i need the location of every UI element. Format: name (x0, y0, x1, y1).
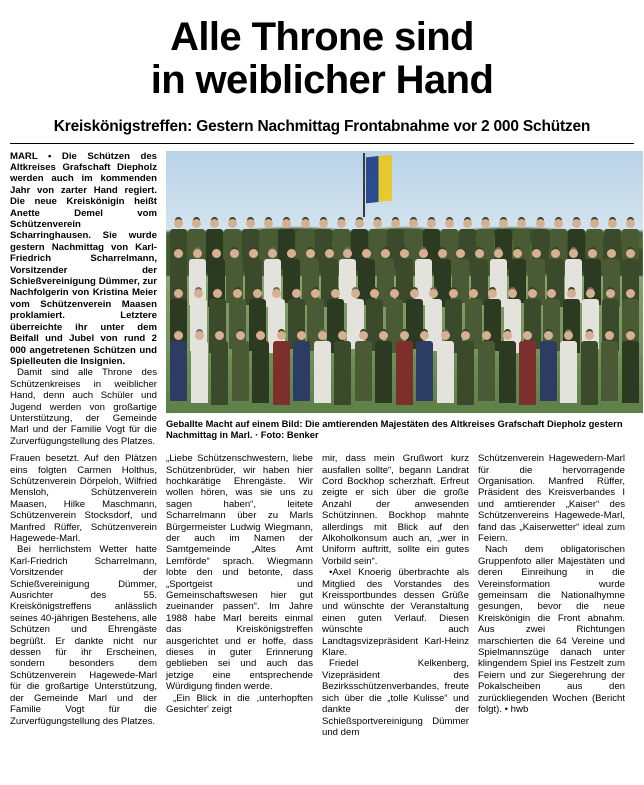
column-3-paragraph-3: Friedel Kelkenberg, Vizepräsident des Bezirksschützenverbandes, freute sich über die „tolle Kulisse“ und dankte der Schießsportvereinigung Dümmer und dem (322, 658, 469, 738)
column-lead (10, 151, 157, 448)
photo-person (273, 331, 290, 405)
column-1 (10, 453, 157, 727)
photo-person-head (590, 219, 599, 228)
photo-person-head (586, 289, 595, 298)
photo-person-torso (601, 341, 618, 401)
column-1-paragraph-2b: Bei herrlichstem Wetter hatte Karl-Friedrich Scharrelmann, Vorsitzender der Schießvereinigung Dümmer, Ausrichter des 55. Kreiskönigstreffens anlässlich seines 40-jährigen Bestehens, alle Schützen und Ehrengäste begrüßt. Er dankte nicht nur dessen für ihr Erscheinen, sondern besonders dem Schützenverein Hagewede-Marl für die großartige Unterstützung, der Gemeinde Marl und der Familie Vogt für die Zurverfügungstellung des Platzes. (10, 544, 157, 727)
photo-person-torso (437, 341, 454, 403)
photo-person-head (420, 331, 429, 340)
dateline-bullet: • (48, 150, 52, 162)
photo-person-head (564, 331, 573, 340)
photo-person-torso (560, 341, 577, 403)
photo-person (191, 331, 208, 405)
photo-person (375, 331, 392, 405)
photo-person-head (445, 219, 454, 228)
photo-person-head (528, 289, 537, 298)
photo-block (166, 151, 643, 442)
photo-person-torso (396, 341, 413, 405)
photo-person-head (481, 219, 490, 228)
photo-person-head (325, 249, 334, 258)
photo-person-head (536, 219, 545, 228)
photo-person-head (409, 219, 418, 228)
photo-person-head (585, 331, 594, 340)
photo-person-torso (519, 341, 536, 405)
photo-person-head (210, 219, 219, 228)
flag-pole (363, 153, 365, 217)
photo-person (334, 331, 351, 405)
photo-person (437, 331, 454, 405)
photo-person-head (379, 331, 388, 340)
photo-person-head (607, 249, 616, 258)
photo-person (314, 331, 331, 405)
photo-person-torso (170, 341, 187, 401)
photo-person-head (195, 331, 204, 340)
photo-person (355, 331, 372, 405)
headline-line-2: in weiblicher Hand (150, 57, 494, 102)
photo-person-head (508, 289, 517, 298)
photo-person-head (429, 289, 438, 298)
photo-person-head (569, 249, 578, 258)
photo-person-torso (211, 341, 228, 405)
photo-person-torso (416, 341, 433, 401)
top-section (10, 151, 634, 448)
photo-person-head (351, 289, 360, 298)
photo-person (601, 331, 618, 405)
dateline: MARL (10, 150, 38, 162)
header-divider (10, 143, 634, 144)
column-1-paragraph-2: Damit sind alle Throne des Schützenkreises in weiblicher Hand, denn auch Schüler und Jugend werden von großartige Unterstützung, der Gemeinde Marl und der Familie Vogt für die Zurverfügungstellung des Platzes. (10, 367, 157, 447)
photo-person-torso (293, 341, 310, 401)
photo-person-head (626, 331, 635, 340)
photo-person (499, 331, 516, 405)
photo-person-head (381, 249, 390, 258)
column-2-paragraph-1: „Liebe Schützenschwestern, liebe Schützenbrüder, wir haben hier hochkarätige Ehrengäste. Wir wollen hören, was sie uns zu sagen haben“, leitete Scharrelmann über zu Marls Bürgermeister Ludwig Wiegmann, der auch im Namen der Samtgemeinde „Altes Amt Lemförde“ sprach. Wiegmann lobte den und betonte, dass „Sportgeist und Gemeinschaftswesen hier gut zueinander passen“. Im Jahre 1988 habe Marl bereits einmal das Kreiskönigstreffen ausgerichtet und er hoffe, dass dieses in guter Erinnerung geblieben sei und auch das jetzige eine entsprechende Würdigung finden werde. (166, 453, 313, 693)
photo-person-head (475, 249, 484, 258)
photo-person (540, 331, 557, 405)
photo-person-torso (478, 341, 495, 401)
photo-person-head (174, 249, 183, 258)
photo-person-head (174, 331, 183, 340)
photo-person-head (174, 289, 183, 298)
photo-person-head (544, 331, 553, 340)
photo-person (519, 331, 536, 405)
photo-person-head (297, 331, 306, 340)
lead-text: Die Schützen des Altkreises Grafschaft Diepholz werden auch im kommenden Jahr von zarter Hand regiert. Die neue Kreiskönigin heißt Anette Demel vom Schützenverein Scharringhausen. Sie wurde gestern Nachmittag von Karl-Friedrich Scharrelmann, Vorsitzender der Schießvereinigung Dümmer, zur Nachfolgerin von Kristina Meier vom Schützenverein Maasen proklamiert. Letztere überreichte ihr unter dem Beifall und Jubel von rund 2 000 angetretenen Schützen und Spielleuten die Insignien. (10, 150, 157, 367)
photo-person-head (343, 249, 352, 258)
photo-person (560, 331, 577, 405)
photo-person-head (212, 249, 221, 258)
photo-person-head (215, 331, 224, 340)
photo-person-head (513, 249, 522, 258)
photo-person-head (438, 249, 447, 258)
subheadline: Kreiskönigstreffen: Gestern Nachmittag Frontabnahme vor 2 000 Schützen (53, 117, 591, 135)
photo-person-head (503, 331, 512, 340)
photo-person-head (319, 219, 328, 228)
photo-person-head (567, 289, 576, 298)
photo-person-head (391, 219, 400, 228)
photo-person-head (517, 219, 526, 228)
photo-person-head (626, 249, 635, 258)
photo-person-head (626, 289, 635, 298)
photo-person-torso (191, 341, 208, 403)
photo-person (396, 331, 413, 405)
photo-person (211, 331, 228, 405)
photo-person-head (449, 289, 458, 298)
photo-person-head (441, 331, 450, 340)
photo-person-head (419, 249, 428, 258)
article-body (10, 151, 634, 739)
group-photo (166, 151, 643, 413)
photo-person-head (554, 219, 563, 228)
photo-person (622, 331, 639, 405)
photo-person-head (246, 219, 255, 228)
photo-person-head (228, 219, 237, 228)
photo-person-head (264, 219, 273, 228)
photo-person-head (282, 219, 291, 228)
photo-person-head (608, 219, 617, 228)
photo-person-head (193, 249, 202, 258)
photo-person-head (469, 289, 478, 298)
photo-person (478, 331, 495, 405)
photo-person-head (373, 219, 382, 228)
photo-person-torso (314, 341, 331, 403)
column-1-paragraph-1: Frauen besetzt. Auf den Plätzen eins folgten Carmen Holthus, Schützenverein Dörpeloh, Wilfried Mensloh, Schützenverein Maasen, Hilke Maschmann, Schützenverein Stocksdorf, und Manfred Rüffer, Schützenverein Hagewede-Marl. (10, 453, 157, 544)
photo-person-torso (355, 341, 372, 401)
photo-person-head (256, 331, 265, 340)
photo-person-head (318, 331, 327, 340)
photo-person-head (292, 289, 301, 298)
photo-person-head (355, 219, 364, 228)
photo-person-head (268, 249, 277, 258)
photo-person-head (588, 249, 597, 258)
photo-person-head (337, 219, 346, 228)
photo-person-head (400, 331, 409, 340)
column-3-paragraph-2: •Axel Knoerig überbrachte als Mitglied des Vorstandes des Kreissportbundes dessen Grüße und wünschte der Veranstaltung einen guten Verlauf. Diesen wünschte auch Landtagsvizepräsident Karl-Heinz Klare. (322, 567, 469, 659)
column-3-paragraph-1: mir, dass mein Grußwort kurz ausfallen sollte“, begann Landrat Cord Bockhop scherzhaft. Erfreut zeigte er sich über die große Anzahl der anwesenden Schützinnen. Bockhop mahnte allerdings mit Blick auf den Alkoholkonsum auch an, „wer in Uniform auftritt, sollte ein gutes Vorbild sein“. (322, 453, 469, 567)
photo-person-head (463, 219, 472, 228)
photo-person-head (400, 249, 409, 258)
photo-person (232, 331, 249, 405)
photo-person-head (194, 289, 203, 298)
column-4-paragraph-2: Nach dem obligatorischen Gruppenfoto aller Majestäten und deren Einreihung in die Vereinsformation wurde gemeinsam die Nationalhymne gesungen, bevor die neue Kreiskönigin die Front abnahm. Aus zwei Richtungen marschierten die 64 Vereine und Spielmannszüge danach unter klingendem Spiel ins Festzelt zum Feiern und zur Siegerehrung der Pokalscheiben aus den zurückliegenden Wochen (Bericht folgt). • hwb (478, 544, 625, 716)
photo-person (581, 331, 598, 405)
photo-person-head (390, 289, 399, 298)
column-4-paragraph-1: Schützenverein Hagewedern-Marl für die hervorragende Organisation. Manfred Rüffer, Präsident des Kreisverbandes I und amtierender „Kaiser“ des Schützenvereins Hagewede-Marl, fand das „Kaiserwetter“ ideal zum Feiern. (478, 453, 625, 544)
photo-person-head (306, 249, 315, 258)
photo-person-head (494, 249, 503, 258)
photo-crowd (166, 219, 643, 413)
photo-person-head (370, 289, 379, 298)
photo-person-head (362, 249, 371, 258)
photo-person-head (410, 289, 419, 298)
page-headline (10, 16, 634, 102)
headline-line-1: Alle Throne sind (170, 15, 474, 59)
photo-person-head (272, 289, 281, 298)
photo-person-head (461, 331, 470, 340)
photo-person-head (236, 331, 245, 340)
crowd-row-front (166, 331, 643, 405)
photo-person-head (249, 249, 258, 258)
photo-person-head (606, 289, 615, 298)
photo-person-head (488, 289, 497, 298)
photo-person-torso (540, 341, 557, 401)
photo-person-head (233, 289, 242, 298)
photo-person-head (456, 249, 465, 258)
photo-person (457, 331, 474, 405)
photo-person-head (427, 219, 436, 228)
photo-person-torso (581, 341, 598, 405)
photo-person-head (213, 289, 222, 298)
photo-person-head (551, 249, 560, 258)
photo-person-head (605, 331, 614, 340)
photo-person-torso (622, 341, 639, 403)
photo-person-head (311, 289, 320, 298)
column-3 (322, 453, 469, 738)
photo-person-head (482, 331, 491, 340)
photo-person (170, 331, 187, 405)
flag-icon (366, 154, 392, 203)
lead-paragraph (10, 151, 157, 368)
photo-person-head (277, 331, 286, 340)
photo-person-head (287, 249, 296, 258)
column-2 (166, 453, 313, 715)
photo-person-torso (232, 341, 249, 401)
photo-person-torso (457, 341, 474, 405)
photo-person-torso (499, 341, 516, 403)
photo-person-head (331, 289, 340, 298)
photo-person-head (192, 219, 201, 228)
photo-person-head (338, 331, 347, 340)
photo-person-head (301, 219, 310, 228)
photo-person (252, 331, 269, 405)
photo-person (416, 331, 433, 405)
photo-person (293, 331, 310, 405)
photo-person-head (253, 289, 262, 298)
photo-person-head (174, 219, 183, 228)
photo-person-head (523, 331, 532, 340)
photo-person-torso (252, 341, 269, 403)
lower-columns (10, 453, 634, 738)
column-2-paragraph-2: „Ein Blick in die ,unterhopften Gesichter' zeigt (166, 692, 313, 716)
photo-person-head (499, 219, 508, 228)
photo-person-torso (375, 341, 392, 403)
photo-person-head (626, 219, 635, 228)
photo-caption: Geballte Macht auf einem Bild: Die amtierenden Majestäten des Altkreises Grafschaft Diepholz gestern Nachmittag in Marl. · Foto: Benker (166, 417, 623, 441)
photo-person-head (572, 219, 581, 228)
photo-person-head (359, 331, 368, 340)
photo-person-head (547, 289, 556, 298)
photo-person-head (230, 249, 239, 258)
photo-person-head (532, 249, 541, 258)
photo-person-torso (273, 341, 290, 405)
photo-person-torso (334, 341, 351, 405)
column-4 (478, 453, 625, 715)
